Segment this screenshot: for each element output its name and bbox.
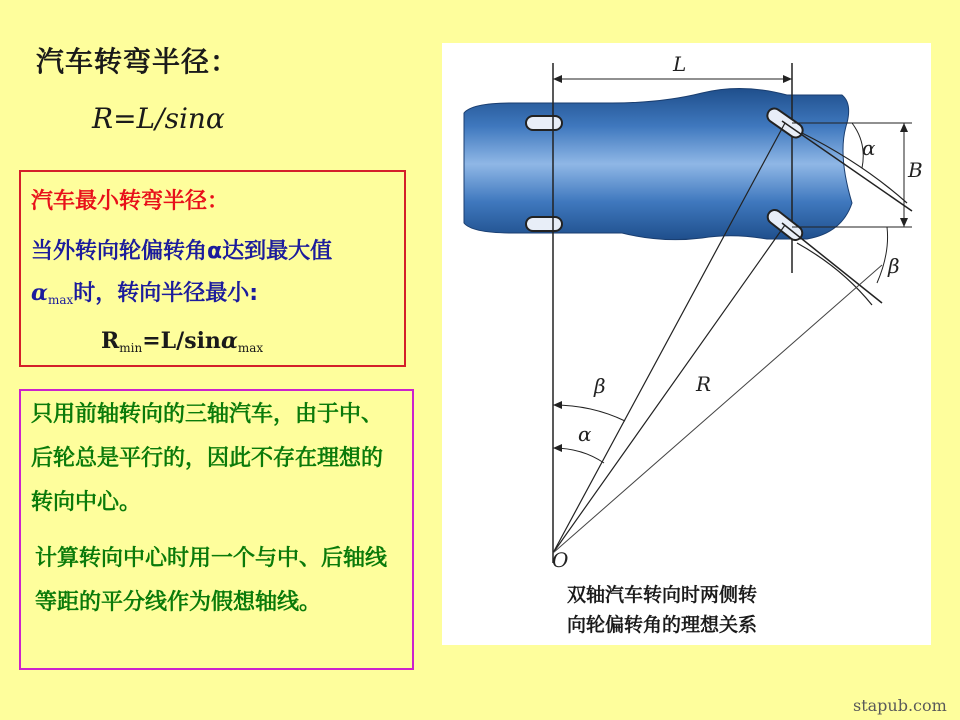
min-radius-line2 — [31, 276, 258, 307]
vehicle-body — [464, 88, 852, 239]
rmin-alpha: α — [220, 328, 238, 354]
angle-alpha-arrow — [553, 444, 562, 452]
dimension-B-arrow-bottom — [900, 218, 908, 227]
three-axle-paragraph2: 计算转向中心时用一个与中、后轴线等距的平分线作为假想轴线。 — [35, 546, 388, 615]
page-heading: 汽车转弯半径： — [36, 45, 240, 78]
caption-line2: 向轮偏转角的理想关系 — [567, 614, 758, 636]
label-O: O — [552, 548, 569, 572]
rear-wheel-bottom — [526, 217, 562, 231]
turning-radius-formula: R=L/sinα — [92, 102, 225, 135]
watermark: stapub.com — [853, 696, 947, 715]
front-wheel-bottom-curve — [797, 243, 872, 305]
rmin-sub: min — [119, 341, 143, 355]
label-alpha-right: α — [862, 136, 876, 160]
line-O-to-bottom-wheel — [553, 225, 785, 553]
label-L: L — [673, 52, 687, 76]
min-radius-line1: 当外转向轮偏转角α达到最大值 — [31, 239, 333, 264]
three-axle-paragraph1: 只用前轴转向的三轴汽车，由于中、后轮总是平行的，因此不存在理想的转向中心。 — [31, 402, 384, 515]
steering-diagram — [442, 43, 931, 645]
rmin-r: R — [101, 328, 120, 354]
min-radius-title: 汽车最小转弯半径： — [31, 189, 230, 214]
label-R: R — [696, 372, 712, 396]
rmin-sub2: max — [237, 341, 264, 355]
min-radius-formula — [101, 328, 263, 355]
label-beta-left: β — [594, 374, 606, 398]
caption-line1: 双轴汽车转向时两侧转 — [567, 584, 758, 606]
line-O-radius-R — [553, 265, 882, 553]
three-axle-box — [19, 389, 414, 670]
rmin-mid: =L/sin — [142, 328, 221, 354]
label-alpha-left: α — [578, 422, 592, 446]
alpha-subscript: max — [47, 293, 74, 307]
alpha-symbol: α — [31, 280, 48, 306]
angle-beta-arc-left — [553, 405, 625, 421]
figure-caption — [567, 580, 757, 640]
dimension-L-arrow-left — [553, 75, 562, 83]
dimension-B-arrow-top — [900, 123, 908, 132]
min-radius-line2-text: 时，转向半径最小: — [73, 281, 259, 306]
angle-beta-arc-right — [877, 227, 888, 283]
label-beta-right: β — [888, 254, 900, 278]
min-radius-box — [19, 170, 406, 367]
dimension-L-arrow-right — [783, 75, 792, 83]
rear-wheel-top — [526, 116, 562, 130]
front-wheel-bottom-direction — [782, 223, 882, 303]
angle-beta-arrow — [553, 401, 562, 409]
steering-diagram-svg — [442, 43, 931, 645]
label-B: B — [908, 158, 923, 182]
